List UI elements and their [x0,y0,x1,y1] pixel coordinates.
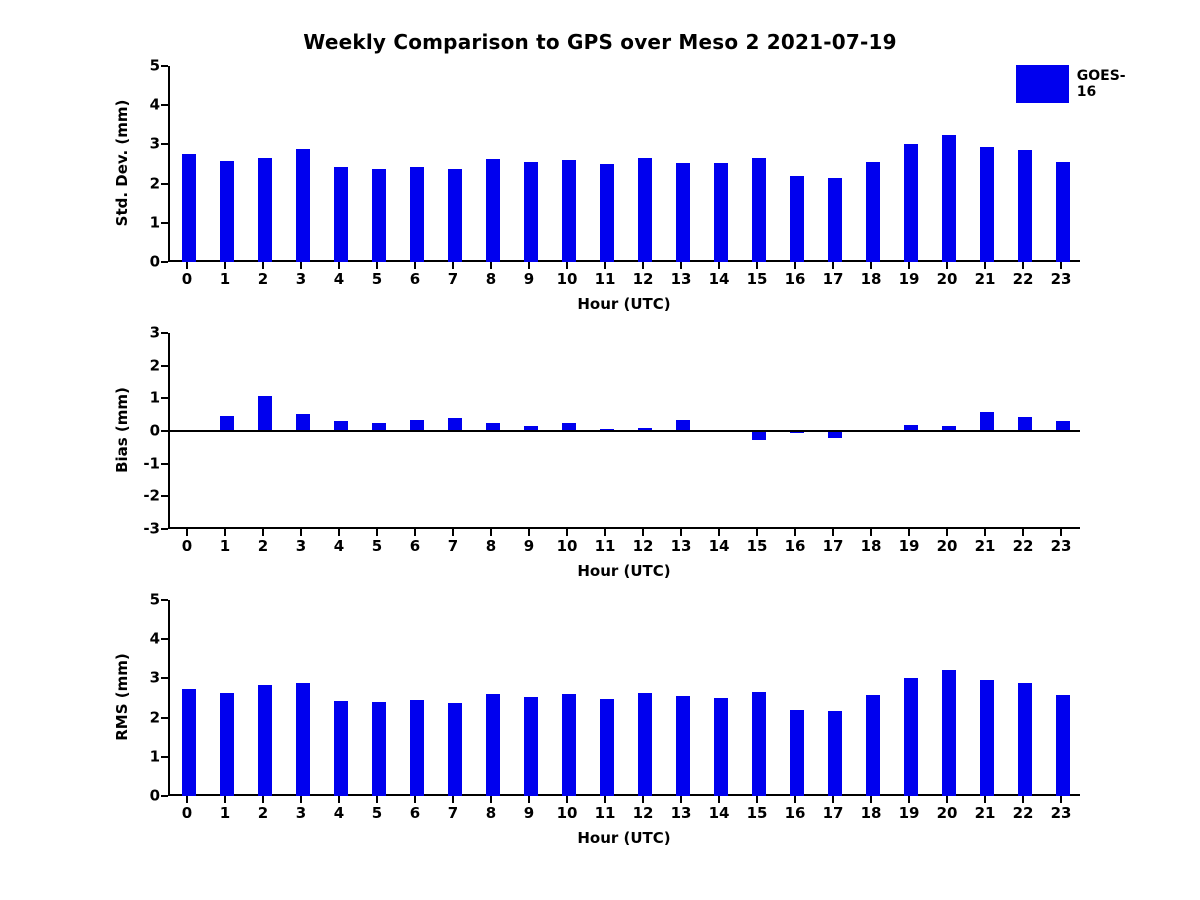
x-tick-mark-rms-23 [1060,796,1062,803]
x-tick-label-rms-9: 9 [523,804,535,822]
x-tick-label-std-dev-7: 7 [447,270,459,288]
x-tick-label-std-dev-8: 8 [485,270,497,288]
x-tick-mark-rms-22 [1022,796,1024,803]
x-tick-mark-rms-19 [908,796,910,803]
chart-panel-std-dev [113,56,1126,313]
x-tick-label-std-dev-5: 5 [371,270,383,288]
x-tick-mark-std-dev-23 [1060,262,1062,269]
bar-bias-hour-2[interactable] [258,396,272,431]
x-tick-mark-bias-4 [338,529,340,536]
y-tick-mark-bias--3 [161,528,168,530]
legend-swatch-goes16 [1016,65,1069,103]
x-tick-label-rms-11: 11 [594,804,616,822]
bar-bias-hour-15[interactable] [752,431,766,440]
y-axis-label-rms: RMS (mm) [113,653,131,741]
x-tick-label-rms-15: 15 [746,804,768,822]
y-tick-label-rms-0: 0 [149,786,160,805]
x-tick-mark-rms-4 [338,796,340,803]
x-tick-mark-bias-1 [224,529,226,536]
bar-bias-hour-17[interactable] [828,431,842,438]
y-axis-label-bias: Bias (mm) [113,387,131,473]
y-tick-mark-std-dev-2 [161,183,168,185]
bar-series-std-dev[interactable] [170,66,1080,260]
bar-std-dev-hour-16[interactable] [790,176,804,262]
x-tick-label-bias-7: 7 [447,537,459,555]
y-tick-label-std-dev-1: 1 [149,213,160,232]
x-tick-mark-rms-7 [452,796,454,803]
bar-std-dev-hour-3[interactable] [296,149,310,262]
x-tick-label-bias-13: 13 [670,537,692,555]
bar-rms-hour-11[interactable] [600,699,614,796]
y-tick-label-rms-1: 1 [149,747,160,766]
bar-rms-hour-9[interactable] [524,697,538,796]
x-tick-label-bias-4: 4 [333,537,345,555]
bar-std-dev-hour-12[interactable] [638,158,652,262]
x-tick-mark-bias-10 [566,529,568,536]
bar-std-dev-hour-9[interactable] [524,162,538,262]
x-tick-label-bias-10: 10 [556,537,578,555]
x-tick-label-rms-21: 21 [974,804,996,822]
x-tick-mark-rms-0 [186,796,188,803]
y-tick-mark-bias-1 [161,397,168,399]
x-tick-label-bias-14: 14 [708,537,730,555]
x-tick-mark-std-dev-7 [452,262,454,269]
x-tick-mark-rms-13 [680,796,682,803]
x-tick-mark-std-dev-6 [414,262,416,269]
bar-bias-hour-1[interactable] [220,416,234,431]
x-tick-label-std-dev-0: 0 [181,270,193,288]
x-tick-mark-rms-11 [604,796,606,803]
bar-bias-hour-3[interactable] [296,414,310,431]
zero-baseline [170,430,1080,432]
x-tick-label-bias-21: 21 [974,537,996,555]
bar-std-dev-hour-11[interactable] [600,164,614,262]
x-tick-label-rms-19: 19 [898,804,920,822]
x-tick-mark-std-dev-5 [376,262,378,269]
x-tick-mark-bias-9 [528,529,530,536]
x-tick-label-std-dev-11: 11 [594,270,616,288]
x-tick-label-rms-8: 8 [485,804,497,822]
x-axis-label-rms: Hour (UTC) [577,829,671,847]
x-tick-label-std-dev-15: 15 [746,270,768,288]
bar-std-dev-hour-21[interactable] [980,147,994,262]
legend-label-goes16: GOES-16 [1076,68,1126,100]
bar-rms-hour-15[interactable] [752,692,766,796]
x-tick-label-bias-5: 5 [371,537,383,555]
x-tick-mark-rms-16 [794,796,796,803]
x-tick-label-rms-3: 3 [295,804,307,822]
x-tick-label-bias-3: 3 [295,537,307,555]
bar-bias-hour-21[interactable] [980,412,994,431]
x-tick-label-bias-6: 6 [409,537,421,555]
x-tick-label-rms-2: 2 [257,804,269,822]
x-tick-mark-bias-0 [186,529,188,536]
bar-std-dev-hour-7[interactable] [448,169,462,262]
bar-std-dev-hour-5[interactable] [372,169,386,262]
x-tick-label-bias-19: 19 [898,537,920,555]
bar-rms-hour-8[interactable] [486,694,500,796]
x-tick-label-std-dev-6: 6 [409,270,421,288]
x-tick-mark-rms-1 [224,796,226,803]
bar-bias-hour-22[interactable] [1018,417,1032,431]
y-tick-mark-rms-4 [161,638,168,640]
x-tick-mark-bias-12 [642,529,644,536]
x-tick-label-std-dev-9: 9 [523,270,535,288]
x-tick-mark-bias-15 [756,529,758,536]
bar-rms-hour-23[interactable] [1056,695,1070,796]
y-axis-label-std-dev: Std. Dev. (mm) [113,99,131,227]
bar-rms-hour-14[interactable] [714,698,728,796]
x-tick-label-rms-22: 22 [1012,804,1034,822]
x-tick-mark-std-dev-1 [224,262,226,269]
bar-rms-hour-10[interactable] [562,694,576,796]
x-tick-label-bias-11: 11 [594,537,616,555]
x-tick-mark-std-dev-15 [756,262,758,269]
bar-rms-hour-20[interactable] [942,670,956,796]
bar-std-dev-hour-6[interactable] [410,167,424,262]
x-tick-label-bias-16: 16 [784,537,806,555]
x-tick-label-bias-22: 22 [1012,537,1034,555]
x-tick-mark-bias-18 [870,529,872,536]
x-tick-label-bias-9: 9 [523,537,535,555]
bar-rms-hour-13[interactable] [676,696,690,796]
x-tick-label-bias-8: 8 [485,537,497,555]
bar-std-dev-hour-8[interactable] [486,159,500,262]
x-tick-mark-rms-9 [528,796,530,803]
y-tick-mark-rms-2 [161,717,168,719]
bar-rms-hour-21[interactable] [980,680,994,796]
bar-std-dev-hour-4[interactable] [334,167,348,262]
x-tick-label-std-dev-14: 14 [708,270,730,288]
x-tick-mark-std-dev-4 [338,262,340,269]
x-tick-mark-std-dev-12 [642,262,644,269]
x-tick-label-rms-12: 12 [632,804,654,822]
x-tick-mark-std-dev-10 [566,262,568,269]
x-tick-label-rms-10: 10 [556,804,578,822]
bar-std-dev-hour-2[interactable] [258,158,272,262]
x-tick-label-std-dev-12: 12 [632,270,654,288]
x-tick-mark-std-dev-13 [680,262,682,269]
x-tick-label-std-dev-16: 16 [784,270,806,288]
x-tick-mark-bias-3 [300,529,302,536]
legend [1016,65,1135,103]
x-tick-label-std-dev-2: 2 [257,270,269,288]
x-axis-label-std-dev: Hour (UTC) [577,295,671,313]
y-tick-label-bias--3: -3 [143,519,160,538]
x-tick-label-rms-5: 5 [371,804,383,822]
y-tick-label-rms-2: 2 [149,708,160,727]
bar-std-dev-hour-15[interactable] [752,158,766,262]
x-tick-mark-bias-8 [490,529,492,536]
x-tick-mark-rms-6 [414,796,416,803]
y-tick-mark-bias-0 [161,430,168,432]
x-tick-mark-bias-21 [984,529,986,536]
bar-std-dev-hour-20[interactable] [942,135,956,262]
x-tick-mark-rms-20 [946,796,948,803]
y-tick-mark-bias--2 [161,495,168,497]
bar-std-dev-hour-22[interactable] [1018,150,1032,262]
bar-rms-hour-0[interactable] [182,689,196,796]
x-tick-label-rms-16: 16 [784,804,806,822]
x-tick-mark-std-dev-3 [300,262,302,269]
y-tick-label-bias--2: -2 [143,486,160,505]
x-tick-mark-std-dev-0 [186,262,188,269]
x-tick-mark-bias-14 [718,529,720,536]
y-tick-mark-rms-5 [161,599,168,601]
page-title: Weekly Comparison to GPS over Meso 2 2021-07-19 [303,30,897,54]
x-tick-mark-bias-16 [794,529,796,536]
bar-std-dev-hour-0[interactable] [182,154,196,262]
x-tick-label-bias-1: 1 [219,537,231,555]
x-tick-mark-std-dev-14 [718,262,720,269]
y-tick-mark-bias--1 [161,463,168,465]
x-tick-mark-bias-22 [1022,529,1024,536]
bar-rms-hour-6[interactable] [410,700,424,796]
y-tick-label-std-dev-2: 2 [149,174,160,193]
x-tick-mark-bias-19 [908,529,910,536]
y-tick-mark-std-dev-1 [161,222,168,224]
x-tick-mark-rms-21 [984,796,986,803]
x-tick-mark-rms-18 [870,796,872,803]
x-tick-mark-bias-2 [262,529,264,536]
bar-rms-hour-16[interactable] [790,710,804,796]
x-tick-label-rms-1: 1 [219,804,231,822]
x-tick-mark-rms-2 [262,796,264,803]
y-tick-label-bias-0: 0 [149,421,160,440]
chart-panel-bias [113,323,1080,580]
x-tick-mark-bias-13 [680,529,682,536]
y-tick-label-rms-5: 5 [149,590,160,609]
x-tick-mark-rms-17 [832,796,834,803]
bar-rms-hour-4[interactable] [334,701,348,796]
x-tick-label-bias-12: 12 [632,537,654,555]
x-tick-mark-rms-15 [756,796,758,803]
x-tick-mark-rms-12 [642,796,644,803]
x-tick-mark-bias-6 [414,529,416,536]
x-tick-label-std-dev-10: 10 [556,270,578,288]
bar-std-dev-hour-14[interactable] [714,163,728,262]
plot-area-bias [168,333,1080,529]
x-tick-label-rms-7: 7 [447,804,459,822]
bar-rms-hour-5[interactable] [372,702,386,796]
x-tick-mark-bias-7 [452,529,454,536]
x-tick-mark-std-dev-11 [604,262,606,269]
bar-rms-hour-3[interactable] [296,683,310,796]
y-tick-label-bias-1: 1 [149,388,160,407]
x-tick-label-bias-20: 20 [936,537,958,555]
x-tick-mark-std-dev-2 [262,262,264,269]
x-tick-label-rms-14: 14 [708,804,730,822]
x-tick-label-std-dev-23: 23 [1050,270,1072,288]
x-tick-mark-std-dev-22 [1022,262,1024,269]
bar-std-dev-hour-13[interactable] [676,163,690,262]
x-tick-mark-rms-3 [300,796,302,803]
y-tick-mark-rms-1 [161,756,168,758]
x-tick-mark-bias-11 [604,529,606,536]
x-tick-mark-std-dev-16 [794,262,796,269]
x-tick-label-rms-6: 6 [409,804,421,822]
x-tick-label-std-dev-22: 22 [1012,270,1034,288]
x-tick-mark-std-dev-19 [908,262,910,269]
x-tick-label-std-dev-17: 17 [822,270,844,288]
bar-rms-hour-17[interactable] [828,711,842,796]
y-tick-mark-std-dev-5 [161,65,168,67]
plot-area-std-dev [168,66,1080,262]
y-tick-mark-std-dev-4 [161,104,168,106]
y-tick-label-std-dev-5: 5 [149,56,160,75]
y-tick-label-rms-4: 4 [149,629,160,648]
chart-panel-rms [113,590,1080,847]
x-tick-label-std-dev-3: 3 [295,270,307,288]
x-tick-label-rms-4: 4 [333,804,345,822]
y-tick-mark-std-dev-0 [161,261,168,263]
x-tick-label-rms-13: 13 [670,804,692,822]
x-tick-label-std-dev-13: 13 [670,270,692,288]
bar-rms-hour-18[interactable] [866,695,880,796]
y-tick-label-std-dev-3: 3 [149,134,160,153]
x-tick-label-bias-2: 2 [257,537,269,555]
x-tick-mark-rms-10 [566,796,568,803]
x-tick-label-std-dev-4: 4 [333,270,345,288]
x-tick-mark-std-dev-20 [946,262,948,269]
y-tick-mark-rms-3 [161,677,168,679]
y-tick-label-bias--1: -1 [143,454,160,473]
x-tick-label-std-dev-18: 18 [860,270,882,288]
x-tick-mark-std-dev-9 [528,262,530,269]
x-tick-label-rms-23: 23 [1050,804,1072,822]
y-tick-mark-bias-2 [161,365,168,367]
x-tick-label-bias-18: 18 [860,537,882,555]
x-tick-mark-bias-5 [376,529,378,536]
bar-std-dev-hour-10[interactable] [562,160,576,262]
bar-std-dev-hour-23[interactable] [1056,162,1070,262]
y-tick-label-std-dev-4: 4 [149,95,160,114]
x-tick-mark-std-dev-18 [870,262,872,269]
x-tick-mark-std-dev-8 [490,262,492,269]
x-tick-label-rms-18: 18 [860,804,882,822]
bar-rms-hour-19[interactable] [904,678,918,796]
x-tick-mark-rms-5 [376,796,378,803]
y-tick-label-bias-3: 3 [149,323,160,342]
x-tick-mark-bias-17 [832,529,834,536]
y-tick-label-std-dev-0: 0 [149,252,160,271]
plot-area-rms [168,600,1080,796]
bar-std-dev-hour-1[interactable] [220,161,234,262]
x-tick-label-bias-0: 0 [181,537,193,555]
bar-rms-hour-12[interactable] [638,693,652,796]
y-tick-mark-std-dev-3 [161,143,168,145]
bar-series-rms[interactable] [170,600,1080,794]
y-tick-mark-bias-3 [161,332,168,334]
x-tick-label-rms-17: 17 [822,804,844,822]
x-tick-label-bias-17: 17 [822,537,844,555]
bar-rms-hour-1[interactable] [220,693,234,796]
bar-std-dev-hour-19[interactable] [904,144,918,262]
bar-rms-hour-22[interactable] [1018,683,1032,796]
x-tick-mark-std-dev-21 [984,262,986,269]
x-tick-label-std-dev-1: 1 [219,270,231,288]
x-tick-mark-rms-14 [718,796,720,803]
x-tick-mark-std-dev-17 [832,262,834,269]
axis-bottom-line-bias [170,527,1080,529]
bar-rms-hour-7[interactable] [448,703,462,796]
x-tick-mark-bias-20 [946,529,948,536]
x-tick-label-std-dev-19: 19 [898,270,920,288]
x-tick-label-std-dev-20: 20 [936,270,958,288]
x-axis-label-bias: Hour (UTC) [577,562,671,580]
x-tick-label-bias-15: 15 [746,537,768,555]
y-tick-mark-rms-0 [161,795,168,797]
bar-rms-hour-2[interactable] [258,685,272,796]
x-tick-label-std-dev-21: 21 [974,270,996,288]
x-tick-label-rms-0: 0 [181,804,193,822]
bar-std-dev-hour-17[interactable] [828,178,842,262]
y-tick-label-rms-3: 3 [149,668,160,687]
x-tick-label-rms-20: 20 [936,804,958,822]
x-tick-label-bias-23: 23 [1050,537,1072,555]
bar-std-dev-hour-18[interactable] [866,162,880,262]
x-tick-mark-rms-8 [490,796,492,803]
x-tick-mark-bias-23 [1060,529,1062,536]
y-tick-label-bias-2: 2 [149,356,160,375]
